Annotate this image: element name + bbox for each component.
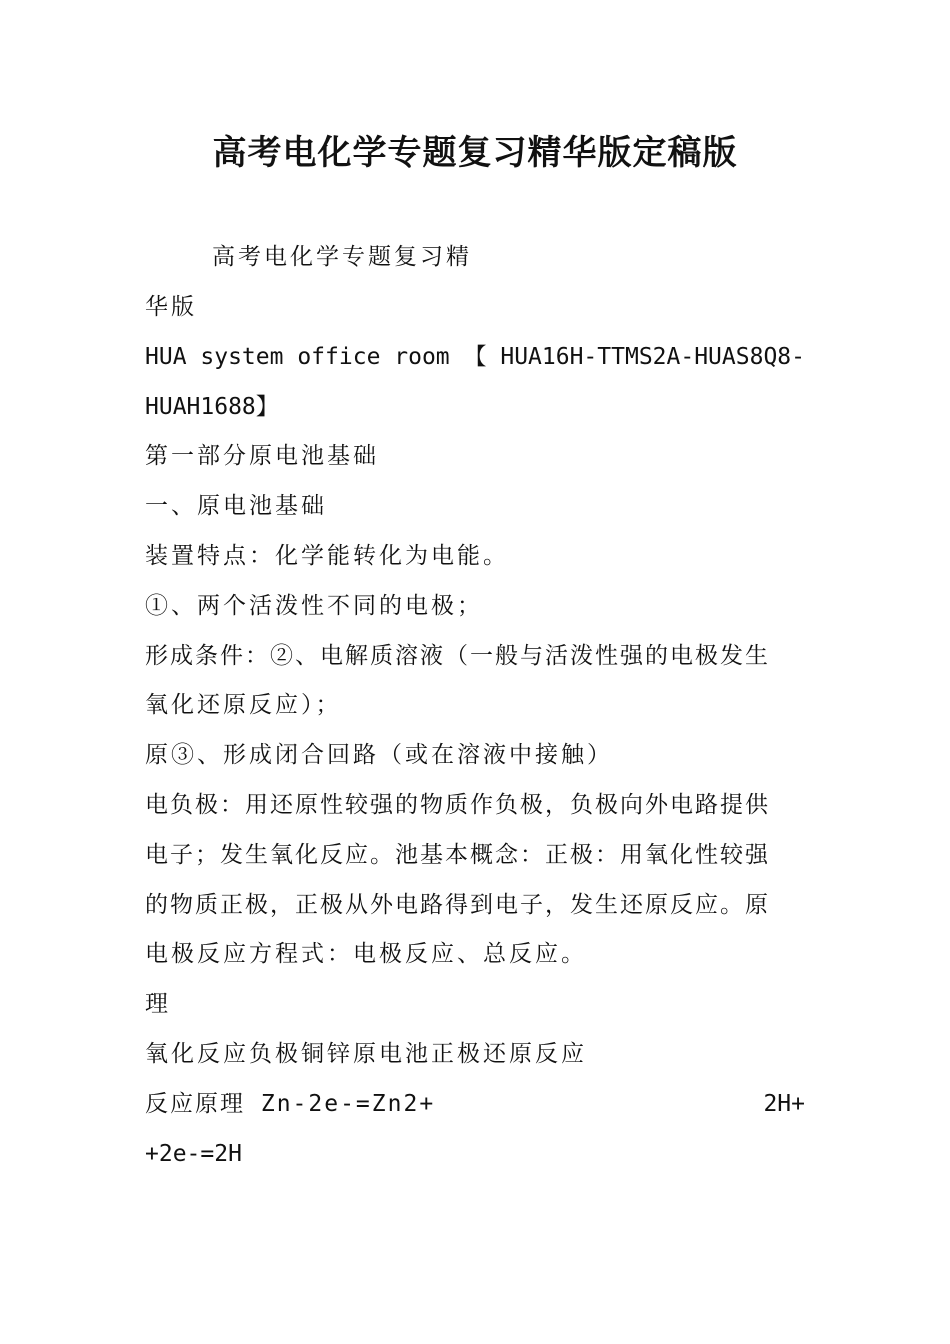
- code-word: HUA: [145, 344, 187, 370]
- device-feature: 装置特点：化学能转化为电能。: [145, 543, 509, 569]
- principle-right: 2H+: [763, 1091, 805, 1117]
- principle-line: [145, 1089, 805, 1119]
- condition-3: 原③、形成闭合回路（或在溶液中接触）: [145, 742, 613, 768]
- code-line: [145, 342, 805, 372]
- paragraph-title-line-1: 高考电化学专题复习精: [212, 244, 472, 270]
- condition-2: 形成条件：②、电解质溶液（一般与活泼性强的电极发生: [145, 643, 770, 669]
- code-word: 【 HUA16H-TTMS2A-HUAS8Q8-: [463, 344, 805, 370]
- concept-line-1: 电负极：用还原性较强的物质作负极，负极向外电路提供: [145, 792, 770, 818]
- condition-2-continued: 氧化还原反应）；: [145, 692, 342, 718]
- subsection-heading: 一、原电池基础: [145, 493, 327, 519]
- code-word: system: [200, 344, 284, 370]
- principle-continued: +2e-=2H: [145, 1141, 242, 1167]
- principle-left: 反应原理 Zn-2e-=Zn2+: [145, 1091, 436, 1117]
- paragraph-title-line-2: 华版: [145, 294, 197, 320]
- condition-1: ①、两个活泼性不同的电极；: [145, 593, 483, 619]
- single-char-line: 理: [145, 991, 171, 1017]
- reaction-line: 氧化反应负极铜锌原电池正极还原反应: [145, 1041, 587, 1067]
- code-word: room: [394, 344, 450, 370]
- concept-line-3: 的物质正极，正极从外电路得到电子，发生还原反应。原: [145, 892, 770, 918]
- document-title: 高考电化学专题复习精华版定稿版: [212, 133, 738, 173]
- concept-line-4: 电极反应方程式：电极反应、总反应。: [145, 941, 587, 967]
- concept-line-2: 电子；发生氧化反应。池基本概念：正极：用氧化性较强: [145, 842, 770, 868]
- code-line-2: HUAH1688】: [145, 394, 279, 420]
- code-word: office: [297, 344, 381, 370]
- section-heading: 第一部分原电池基础: [145, 443, 379, 469]
